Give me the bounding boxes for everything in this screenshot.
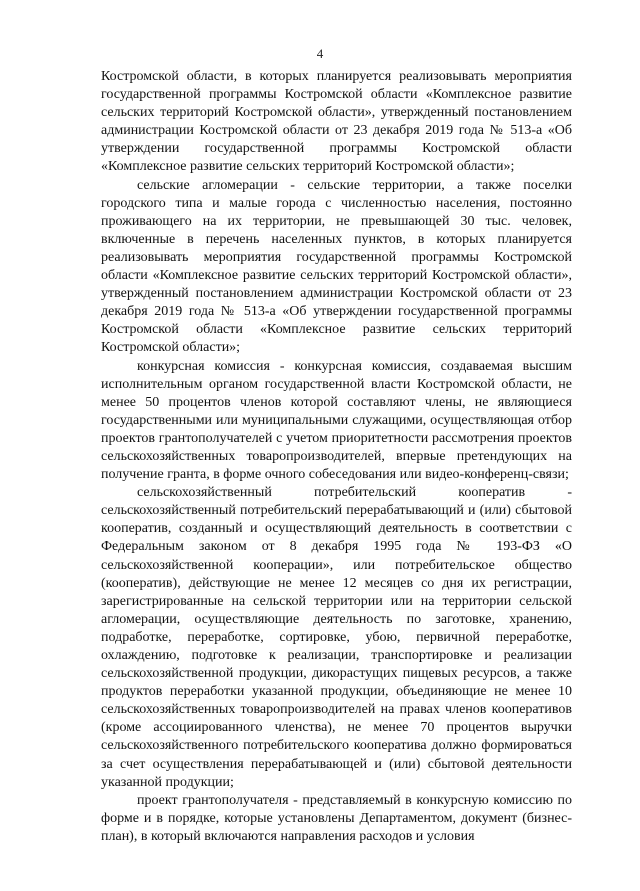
paragraph-agricultural-cooperative: сельскохозяйственный потребительский кооператив - сельскохозяйственный потребительский перерабатывающий и (или) сбытовой кооператив, созданный и осуществляющий деятельность в соответствии с Федеральным законом от 8 декабря 1995 года № 193-ФЗ «О сельскохозяйственной кооперации», или потребительское общество (кооператив), действующие не менее 12 месяцев со дня их регистрации, зарегистрированные на сельской территории или на территории сельской агломерации, осуществляющие деятельность по заготовке, хранению, подработке, переработке, сортировке, убою, первичной переработке, охлаждению, подготовке к реализации, транспортировке и реализации сельскохозяйственной продукции, дикорастущих пищевых ресурсов, а также продуктов переработки указанной продукции, объединяющие не менее 10 сельскохозяйственных товаропроизводителей на правах членов кооперативов (кроме ассоциированного членства), не менее 70 процентов выручки сельскохозяйственного потребительского кооператива должно формироваться за счет осуществления перерабатывающей и (или) сбытовой деятельности указанной продукции; <box>101 485 572 790</box>
document-body <box>101 68 572 846</box>
page-number: 4 <box>316 46 324 61</box>
paragraph-rural-agglomerations: сельские агломерации - сельские территории, а также поселки городского типа и малые города с численностью населения, постоянно проживающего на их территории, не превышающей 30 тыс. человек, включенные в перечень населенных пунктов, в которых планируется реализовывать мероприятия государственной программы Костромской области «Комплексное развитие сельских территорий Костромской области», утвержденный постановлением администрации Костромской области от 23 декабря 2019 года № 513-а «Об утверждении государственной программы Костромской области «Комплексное развитие сельских территорий Костромской области»; <box>101 177 572 356</box>
paragraph-competition-commission: конкурсная комиссия - конкурсная комиссия, создаваемая высшим исполнительным органом государственной власти Костромской области, не менее 50 процентов членов которой составляют члены, не являющиеся государственными или муниципальными служащими, осуществляющая отбор проектов грантополучателей с учетом приоритетности рассмотрения проектов сельскохозяйственных товаропроизводителей, впервые претендующих на получение гранта, в форме очного собеседования или видео-конференц-связи; <box>101 358 572 483</box>
paragraph-grantee-project: проект грантополучателя - представляемый в конкурсную комиссию по форме и в порядке, которые установлены Департаментом, документ (бизнес-план), в который включаются направления расходов и условия <box>101 792 572 844</box>
paragraph-territories-continuation: Костромской области, в которых планируется реализовывать мероприятия государственной программы Костромской области «Комплексное развитие сельских территорий Костромской области», утвержденный постановлением администрации Костромской области от 23 декабря 2019 года № 513-а «Об утверждении государственной программы Костромской области «Комплексное развитие сельских территорий Костромской области»; <box>101 69 572 175</box>
